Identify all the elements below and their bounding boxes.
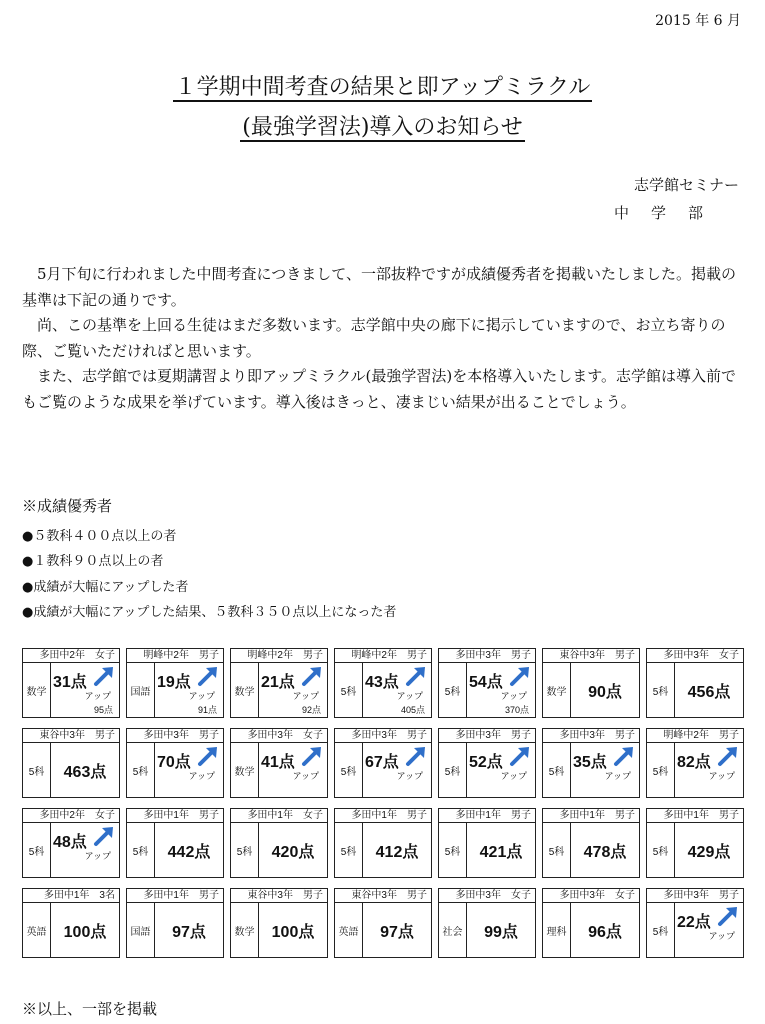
up-arrow-icon [509, 745, 531, 767]
card-previous-score: 95点 [93, 705, 113, 715]
result-card [438, 888, 536, 958]
card-up-label: アップ [708, 931, 735, 941]
card-header: 明峰中2年 男子 [647, 729, 743, 743]
card-up-label: アップ [84, 851, 111, 861]
card-subject: 数学 [231, 743, 259, 797]
up-arrow-icon [301, 745, 323, 767]
card-header: 多田中1年 女子 [231, 809, 327, 823]
result-card [542, 808, 640, 878]
card-header: 多田中1年 3名 [23, 889, 119, 903]
up-arrow-icon [717, 905, 739, 927]
result-card [22, 728, 120, 798]
card-up-label: アップ [188, 771, 215, 781]
card-subject: 社会 [439, 903, 467, 957]
result-card [230, 728, 328, 798]
result-card [438, 808, 536, 878]
card-header: 多田中3年 男子 [439, 649, 535, 663]
card-subject: 5科 [335, 663, 363, 717]
card-subject: 5科 [23, 743, 51, 797]
result-card [542, 888, 640, 958]
card-score: 31点 [53, 674, 87, 691]
card-subject: 理科 [543, 903, 571, 957]
up-arrow-icon [717, 745, 739, 767]
card-previous-score: 405点 [400, 705, 425, 715]
result-card [22, 648, 120, 718]
result-card [334, 808, 432, 878]
card-header: 多田中1年 男子 [127, 809, 223, 823]
result-card [126, 888, 224, 958]
card-header: 多田中3年 男子 [647, 889, 743, 903]
card-subject: 5科 [439, 823, 467, 877]
card-header: 明峰中2年 男子 [335, 649, 431, 663]
card-header: 明峰中2年 男子 [231, 649, 327, 663]
card-header: 多田中2年 女子 [23, 649, 119, 663]
card-score: 67点 [365, 754, 399, 771]
result-card [126, 808, 224, 878]
card-up-label: アップ [708, 771, 735, 781]
card-subject: 5科 [543, 823, 571, 877]
card-up-label: アップ [84, 691, 111, 701]
card-header: 多田中3年 女子 [647, 649, 743, 663]
card-subject: 英語 [335, 903, 363, 957]
card-subject: 数学 [231, 663, 259, 717]
card-header: 多田中1年 男子 [335, 809, 431, 823]
card-score: 70点 [157, 754, 191, 771]
result-card [438, 648, 536, 718]
card-subject: 5科 [647, 663, 675, 717]
result-card [542, 648, 640, 718]
title-line-2: (最強学習法)導入のお知らせ [242, 115, 523, 140]
card-up-label: アップ [500, 691, 527, 701]
card-score: 82点 [677, 754, 711, 771]
up-arrow-icon [405, 745, 427, 767]
result-card [542, 728, 640, 798]
card-score: 421点 [479, 844, 523, 861]
body-text [22, 262, 744, 415]
card-subject: 5科 [127, 743, 155, 797]
card-subject: 5科 [543, 743, 571, 797]
result-card [646, 808, 744, 878]
card-header: 多田中3年 男子 [543, 729, 639, 743]
card-up-label: アップ [396, 771, 423, 781]
up-arrow-icon [93, 665, 115, 687]
card-header: 東谷中3年 男子 [23, 729, 119, 743]
result-card [646, 728, 744, 798]
up-arrow-icon [509, 665, 531, 687]
organization-name: 志学館セミナー [633, 176, 739, 194]
criteria-heading: ※成績優秀者 [22, 497, 113, 515]
card-score: 22点 [677, 914, 711, 931]
card-previous-score: 370点 [504, 705, 529, 715]
card-score: 48点 [53, 834, 87, 851]
result-card [438, 728, 536, 798]
result-card [230, 648, 328, 718]
card-score: 100点 [63, 924, 107, 941]
title-line-1: １学期中間考査の結果と即アップミラクル [174, 75, 591, 100]
result-card [230, 888, 328, 958]
paragraph: 5月下旬に行われました中間考査につきまして、一部抜粋ですが成績優秀者を掲載いたしました。掲載の基準は下記の通りです。 [22, 265, 736, 309]
card-header: 東谷中3年 男子 [231, 889, 327, 903]
card-subject: 数学 [543, 663, 571, 717]
card-subject: 国語 [127, 903, 155, 957]
criteria-item: ●５教科４００点以上の者 [22, 529, 177, 544]
card-subject: 5科 [335, 823, 363, 877]
result-card [126, 728, 224, 798]
card-previous-score: 91点 [197, 705, 217, 715]
card-subject: 5科 [23, 823, 51, 877]
card-subject: 5科 [127, 823, 155, 877]
result-card [334, 728, 432, 798]
document-date: 2015 年 6 月 [655, 13, 741, 29]
card-score: 19点 [157, 674, 191, 691]
card-header: 多田中3年 男子 [127, 729, 223, 743]
card-score: 478点 [583, 844, 627, 861]
card-subject: 数学 [231, 903, 259, 957]
card-up-label: アップ [500, 771, 527, 781]
up-arrow-icon [197, 745, 219, 767]
result-card [334, 648, 432, 718]
card-score: 35点 [573, 754, 607, 771]
card-header: 多田中1年 男子 [543, 809, 639, 823]
card-subject: 5科 [439, 663, 467, 717]
card-header: 多田中3年 女子 [439, 889, 535, 903]
card-subject: 5科 [647, 903, 675, 957]
criteria-item: ●成績が大幅にアップした者 [22, 580, 189, 595]
card-score: 41点 [261, 754, 295, 771]
card-header: 多田中1年 男子 [439, 809, 535, 823]
up-arrow-icon [301, 665, 323, 687]
card-up-label: アップ [188, 691, 215, 701]
card-header: 明峰中2年 男子 [127, 649, 223, 663]
card-score: 420点 [271, 844, 315, 861]
card-score: 54点 [469, 674, 503, 691]
card-up-label: アップ [604, 771, 631, 781]
card-previous-score: 92点 [301, 705, 321, 715]
result-card [334, 888, 432, 958]
card-score: 52点 [469, 754, 503, 771]
card-subject: 5科 [335, 743, 363, 797]
card-header: 多田中3年 男子 [335, 729, 431, 743]
result-card [22, 888, 120, 958]
card-score: 412点 [375, 844, 419, 861]
card-header: 多田中1年 男子 [127, 889, 223, 903]
up-arrow-icon [197, 665, 219, 687]
paragraph: 尚、この基準を上回る生徒はまだ多数います。志学館中央の廊下に掲示していますので、お立ち寄りの際、ご覧いただければと思います。 [22, 316, 726, 360]
card-subject: 5科 [439, 743, 467, 797]
card-header: 多田中2年 女子 [23, 809, 119, 823]
card-subject: 5科 [231, 823, 259, 877]
card-score: 43点 [365, 674, 399, 691]
result-card [646, 648, 744, 718]
card-score: 97点 [172, 924, 206, 941]
card-score: 100点 [271, 924, 315, 941]
criteria-item: ●成績が大幅にアップした結果、５教科３５０点以上になった者 [22, 605, 397, 620]
card-header: 多田中3年 男子 [439, 729, 535, 743]
result-card [230, 808, 328, 878]
card-score: 21点 [261, 674, 295, 691]
card-score: 442点 [167, 844, 211, 861]
card-subject: 5科 [647, 823, 675, 877]
paragraph: また、志学館では夏期講習より即アップミラクル(最強学習法)を本格導入いたします。志学館は導入前でもご覧のような成果を挙げています。導入後はきっと、凄まじい結果が出ることでしょう。 [22, 367, 737, 411]
card-score: 96点 [588, 924, 622, 941]
card-score: 90点 [588, 684, 622, 701]
card-up-label: アップ [396, 691, 423, 701]
card-score: 99点 [484, 924, 518, 941]
card-up-label: アップ [292, 771, 319, 781]
organization-department: 中学部 [613, 204, 725, 222]
footer-note: ※以上、一部を掲載 [22, 1000, 158, 1018]
card-score: 456点 [687, 684, 731, 701]
card-header: 東谷中3年 男子 [543, 649, 639, 663]
card-header: 多田中1年 男子 [647, 809, 743, 823]
card-header: 多田中3年 女子 [543, 889, 639, 903]
card-score: 429点 [687, 844, 731, 861]
up-arrow-icon [613, 745, 635, 767]
card-subject: 5科 [647, 743, 675, 797]
card-subject: 英語 [23, 903, 51, 957]
card-score: 463点 [63, 764, 107, 781]
card-score: 97点 [380, 924, 414, 941]
card-subject: 数学 [23, 663, 51, 717]
criteria-item: ●１教科９０点以上の者 [22, 554, 164, 569]
up-arrow-icon [405, 665, 427, 687]
result-card [126, 648, 224, 718]
result-card [22, 808, 120, 878]
card-subject: 国語 [127, 663, 155, 717]
up-arrow-icon [93, 825, 115, 847]
card-up-label: アップ [292, 691, 319, 701]
card-header: 東谷中3年 男子 [335, 889, 431, 903]
result-card [646, 888, 744, 958]
card-header: 多田中3年 女子 [231, 729, 327, 743]
